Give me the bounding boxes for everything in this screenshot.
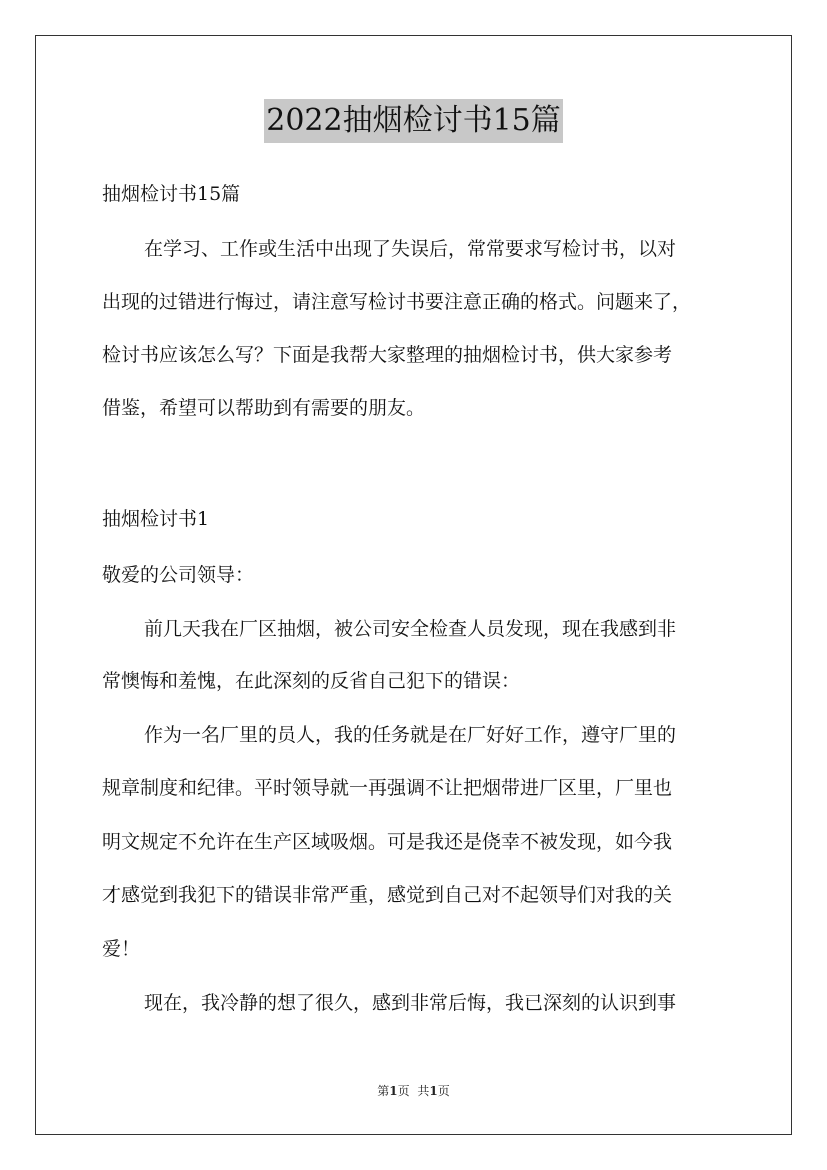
total-prefix: 共 (417, 1084, 430, 1098)
document-subtitle: 抽烟检讨书15篇 (102, 183, 241, 205)
para3-line-1: 现在，我冷静的想了很久，感到非常后悔，我已深刻的认识到事 (144, 992, 677, 1014)
total-unit: 页 (437, 1084, 450, 1098)
para2-line-2: 规章制度和纪律。平时领导就一再强调不让把烟带进厂区里，厂里也 (102, 777, 673, 799)
page-unit: 页 (397, 1084, 410, 1098)
intro-line-3: 检讨书应该怎么写？下面是我帮大家整理的抽烟检讨书，供大家参考 (102, 344, 673, 366)
page-current: 1 (389, 1084, 398, 1098)
para1-line-2: 常懊悔和羞愧，在此深刻的反省自己犯下的错误： (102, 670, 521, 692)
salutation: 敬爱的公司领导： (102, 564, 255, 586)
section-heading: 抽烟检讨书1 (102, 508, 210, 530)
para2-line-4: 才感觉到我犯下的错误非常严重，感觉到自己对不起领导们对我的关 (102, 884, 673, 906)
para2-line-3: 明文规定不允许在生产区域吸烟。可是我还是侥幸不被发现，如今我 (102, 831, 673, 853)
intro-line-2: 出现的过错进行悔过，请注意写检讨书要注意正确的格式。问题来了， (102, 291, 692, 313)
title-container (0, 99, 827, 143)
page-prefix: 第 (377, 1084, 390, 1098)
page-total: 1 (429, 1084, 438, 1098)
para2-line-5: 爱！ (102, 938, 141, 960)
para1-line-1: 前几天我在厂区抽烟，被公司安全检查人员发现，现在我感到非 (144, 618, 677, 640)
intro-line-1: 在学习、工作或生活中出现了失误后，常常要求写检讨书，以对 (144, 238, 677, 260)
para2-line-1: 作为一名厂里的员人，我的任务就是在厂好好工作，遵守厂里的 (144, 724, 677, 746)
intro-line-4: 借鉴，希望可以帮助到有需要的朋友。 (102, 397, 426, 419)
document-title: 2022抽烟检讨书15篇 (264, 99, 563, 143)
page-footer (0, 1083, 827, 1099)
